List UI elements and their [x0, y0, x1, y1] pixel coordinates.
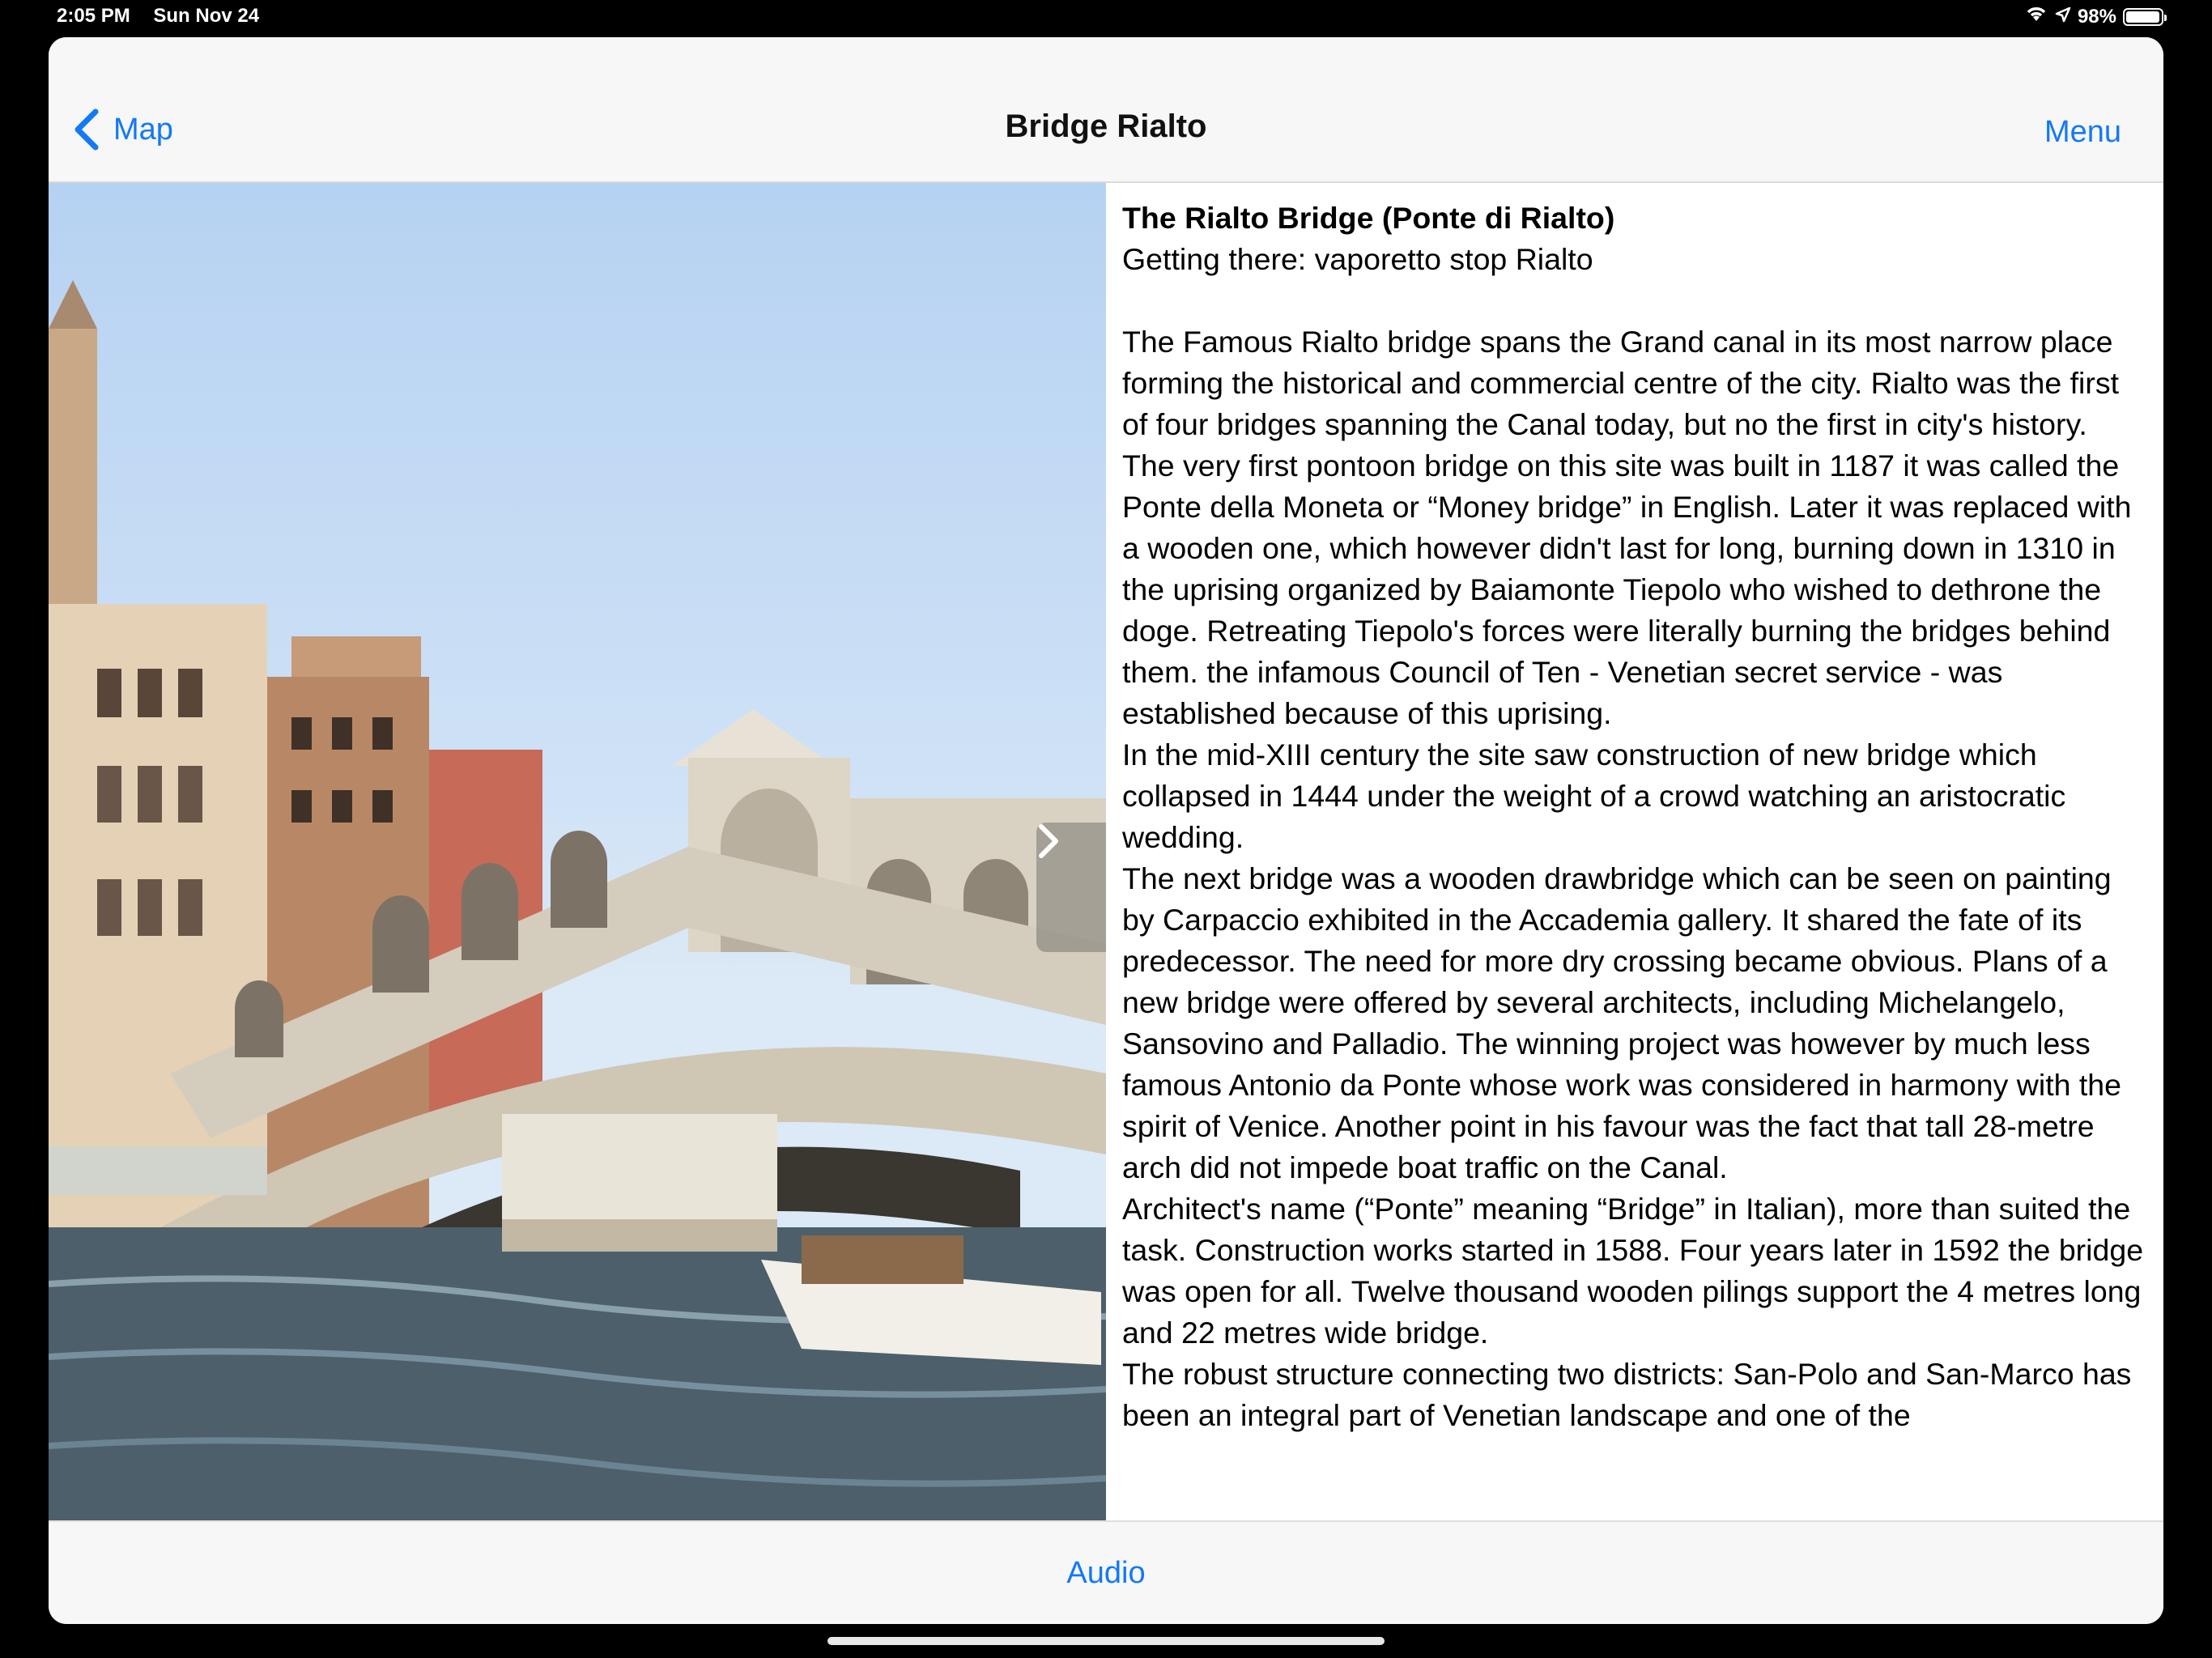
status-time: 2:05 PM — [57, 5, 130, 27]
rialto-bridge-photo — [49, 183, 1106, 1520]
battery-icon — [2123, 8, 2163, 26]
status-bar — [0, 0, 2212, 36]
article-text — [1106, 183, 2163, 1520]
getting-there-text: Getting there: vaporetto stop Rialto — [1122, 242, 1593, 276]
audio-button[interactable]: Audio — [1066, 1556, 1146, 1590]
bottom-toolbar — [49, 1520, 2163, 1624]
next-photo-button[interactable] — [1036, 823, 1106, 952]
article-paragraph: The very first pontoon bridge on this site was built in 1187 it was called the Ponte della Moneta or “Money bridge” in English. Later it was replaced with a wooden one, which however didn't last for long, burning down in 1310 in the uprising organized by Baiamonte Tiepolo who wished to dethrone the doge. Retreating Tiepolo's forces were literally burning the bridges behind them. the infamous Council of Ten - Venetian secret service - was established because of this uprising. — [1122, 449, 2132, 730]
article-paragraph: The Famous Rialto bridge spans the Grand canal in its most narrow place forming the historical and commercial centre of the city. Rialto was the first of four bridges spanning the Canal today, but no the first in city's history. — [1122, 325, 2120, 441]
home-indicator[interactable] — [827, 1637, 1385, 1645]
article-paragraph: The next bridge was a wooden drawbridge which can be seen on painting by Carpaccio exhibited in the Accademia gallery. It shared the fate of its predecessor. The need for more dry crossing became obvious. Plans of a new bridge were offered by several architects, including Michelangelo, Sansovino and Palladio. The winning project was however by much less famous Antonio da Ponte whose work was considered in harmony with the spirit of Venice. Another point in his favour was the fact that tall 28-metre arch did not impede boat traffic on the Canal. — [1122, 861, 2122, 1184]
navigation-bar — [49, 37, 2163, 183]
location-icon — [2055, 6, 2071, 28]
photo-illustration — [49, 183, 1106, 1520]
menu-button[interactable]: Menu — [2044, 115, 2121, 149]
chevron-right-icon — [1036, 823, 1061, 860]
app-window — [49, 37, 2163, 1624]
wifi-icon — [2024, 5, 2048, 28]
battery-percent: 98% — [2077, 5, 2116, 28]
back-button-label: Map — [113, 112, 173, 147]
article-heading: The Rialto Bridge (Ponte di Rialto) — [1122, 201, 1615, 235]
article-paragraph: In the mid-XIII century the site saw construction of new bridge which collapsed in 1444 under the weight of a crowd watching an aristocratic wedding. — [1122, 738, 2066, 854]
paragraph-spacer — [1122, 280, 2147, 321]
page-title: Bridge Rialto — [1005, 108, 1207, 144]
article-paragraph: The robust structure connecting two districts: San-Polo and San-Marco has been an integral part of Venetian landscape and one of the — [1122, 1357, 2132, 1432]
status-date: Sun Nov 24 — [153, 5, 260, 27]
article-paragraph: Architect's name (“Ponte” meaning “Bridge” in Italian), more than suited the task. Construction works started in 1588. Four years later in 1592 the bridge was open for all. Twelve thousand wooden pilings support the 4 metres long and 22 metres wide bridge. — [1122, 1192, 2144, 1350]
